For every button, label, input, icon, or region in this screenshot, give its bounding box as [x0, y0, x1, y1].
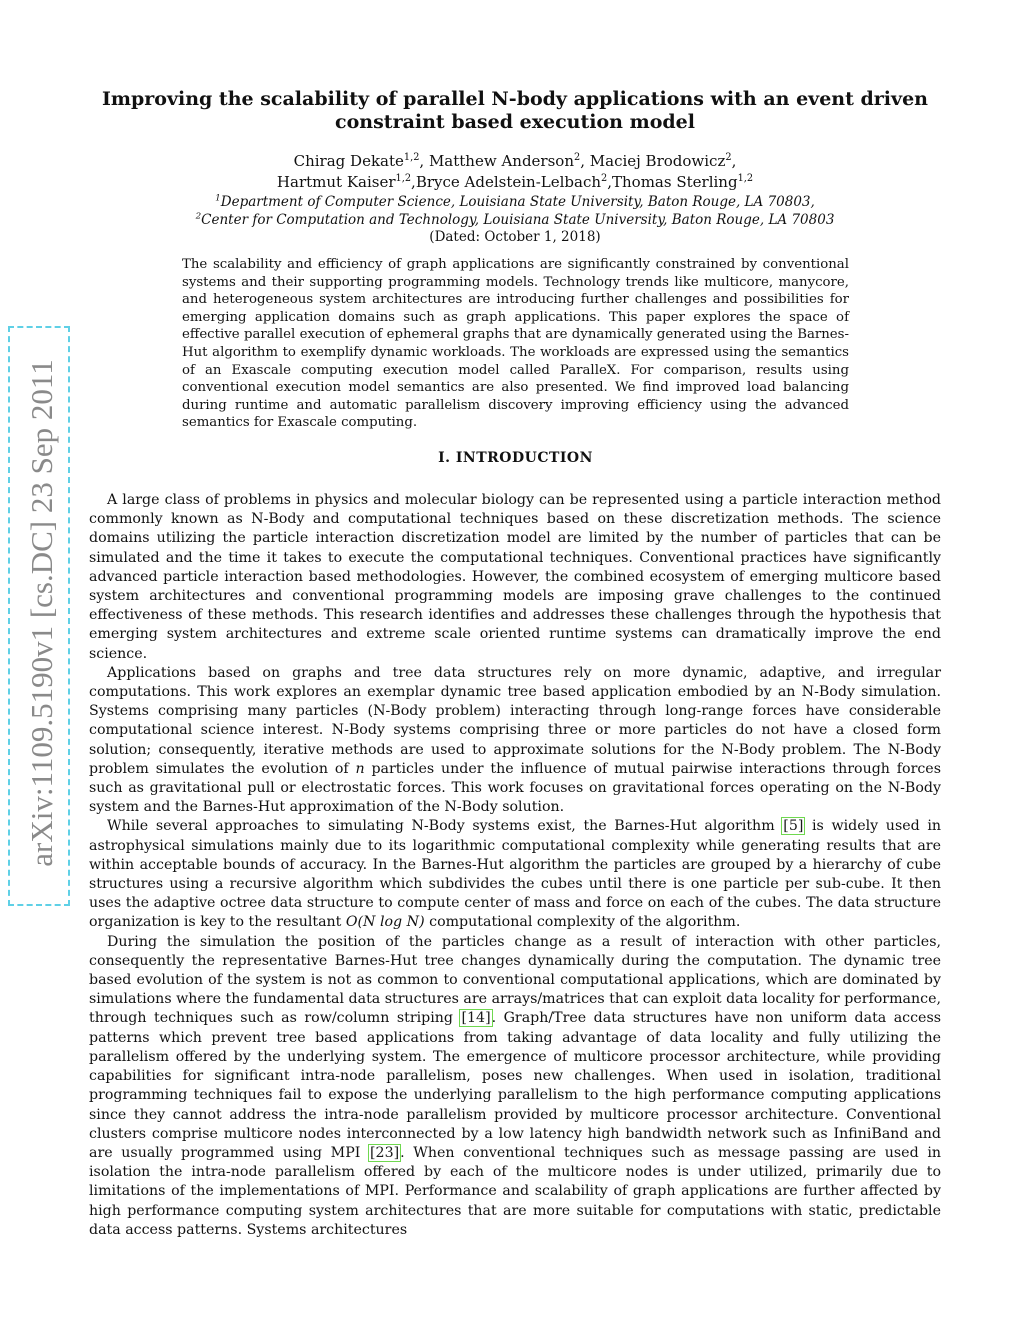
author: Hartmut Kaiser$^{1,2}$,	[276, 173, 416, 191]
citation-link[interactable]: [23]	[370, 1144, 400, 1161]
math-variable: n	[355, 760, 365, 777]
author: Matthew Anderson$^2$,	[428, 152, 590, 170]
introduction-body	[89, 491, 941, 1240]
author-list	[120, 151, 910, 193]
title-line-1: Improving the scalability of parallel N-body applications with an event driven	[102, 88, 928, 110]
paragraph: Applications based on graphs and tree data structures rely on more dynamic, adaptive, and irregular computations. This work explores an exemplar dynamic tree based application embodied by an N-Body simulation. Systems comprising many particles (N-Body problem) interacting through long-range forces have considerable computational science interest. N-Body systems comprising three or more particles do not have a closed form solution; consequently, iterative methods are used to approximate solutions for the N-Body problem. The N-Body problem simulates the evolution of n particles under the influence of mutual pairwise interactions through forces such as gravitational pull or electrostatic forces. This work focuses on gravitational forces operating on the N-Body system and the Barnes-Hut approximation of the N-Body solution.	[89, 664, 941, 816]
citation-link[interactable]: [5]	[783, 818, 804, 835]
affiliation: $^1$Department of Computer Science, Louisiana State University, Baton Rouge, LA 70803,	[215, 193, 815, 210]
dated-line: (Dated: October 1, 2018)	[429, 229, 601, 245]
math-expression: O(N log N)	[345, 914, 425, 931]
paragraph: During the simulation the position of the particles change as a result of interaction with other particles, consequently the representative Barnes-Hut tree changes dynamically during the computation. The dynamic tree based evolution of the system is not as common to conventional computational applications, which are dominated by simulations where the fundamental data structures are arrays/matrices that can exploit data locality for performance, through techniques such as row/column striping [14]. Graph/Tree data structures have non uniform data access patterns which prevent tree based applications from taking advantage of data locality and fully utilizing the parallelism offered by the underlying system. The emergence of multicore processor architecture, while providing capabilities for significant intra-node parallelism, poses new challenges. When used in isolation, traditional programming techniques fail to expose the underlying parallelism to the high performance computing applications since they cannot address the intra-node parallelism provided by multicore processor architecture. Conventional clusters comprise multicore nodes interconnected by a low latency high bandwidth network such as InfiniBand and are usually programmed using MPI [23]. When conventional techniques such as message passing are used in isolation the intra-node parallelism offered by each of the multicore nodes is under utilized, primarily due to limitations of the implementations of MPI. Performance and scalability of graph applications are further affected by high performance computing system architectures that are more suitable for computations with static, predictable data access patterns. Systems architectures	[89, 933, 942, 1238]
author: Thomas Sterling$^{1,2}$	[612, 173, 754, 191]
section-heading: I. INTRODUCTION	[438, 450, 593, 466]
arxiv-stamp	[8, 326, 70, 906]
affiliation: $^2$Center for Computation and Technology, Louisiana State University, Baton Rouge, LA 70803	[195, 211, 835, 228]
citation-link[interactable]: [14]	[461, 1010, 491, 1027]
paper-title	[100, 88, 930, 134]
affiliations	[120, 193, 910, 229]
author: Bryce Adelstein-Lelbach$^2$,	[415, 173, 613, 191]
arxiv-identifier[interactable]: arXiv:1109.5190v1 [cs.DC] 23 Sep 2011	[24, 359, 59, 867]
title-line-2: constraint based execution model	[335, 111, 695, 133]
abstract: The scalability and efficiency of graph applications are significantly constrained by conventional systems and their supporting programming models. Technology trends like multicore, manycore, and heterogeneous system architectures are introducing further challenges and possibilities for emerging application domains such as graph applications. This paper explores the space of effective parallel execution of ephemeral graphs that are dynamically generated using the Barnes-Hut algorithm to exemplify dynamic workloads. The workloads are expressed using the semantics of an Exascale computing execution model called ParalleX. For comparison, results using conventional execution model semantics are also presented. We find improved load balancing during runtime and automatic parallelism discovery improving efficiency using the advanced semantics for Exascale computing.	[182, 257, 849, 431]
paragraph: A large class of problems in physics and molecular biology can be represented using a particle interaction method commonly known as N-Body and computational techniques based on these discretization methods. The science domains utilizing the particle interaction discretization model are limited by the number of particles that can be simulated and the time it takes to execute the computational techniques. Conventional practices have significantly advanced particle interaction based methodologies. However, the combined ecosystem of emerging multicore based system architectures and conventional programming models are imposing grave challenges to the continued effectiveness of these methods. This research identifies and addresses these challenges through the hypothesis that emerging system architectures and extreme scale oriented runtime systems can dramatically improve the end science.	[89, 492, 941, 662]
author: Maciej Brodowicz$^2$,	[589, 152, 737, 170]
paragraph: While several approaches to simulating N-Body systems exist, the Barnes-Hut algorithm [5] is widely used in astrophysical simulations mainly due to its logarithmic computational complexity while generating results that are within acceptable bounds of accuracy. In the Barnes-Hut algorithm the particles are grouped by a hierarchy of cube structures using a recursive algorithm which subdivides the cubes until there is one particle per sub-cube. It then uses the adaptive octree data structure to compute center of mass and force on each of the cubes. The data structure organization is key to the resultant O(N log N) computational complexity of the algorithm.	[89, 818, 941, 931]
author: Chirag Dekate$^{1,2}$,	[293, 152, 429, 170]
